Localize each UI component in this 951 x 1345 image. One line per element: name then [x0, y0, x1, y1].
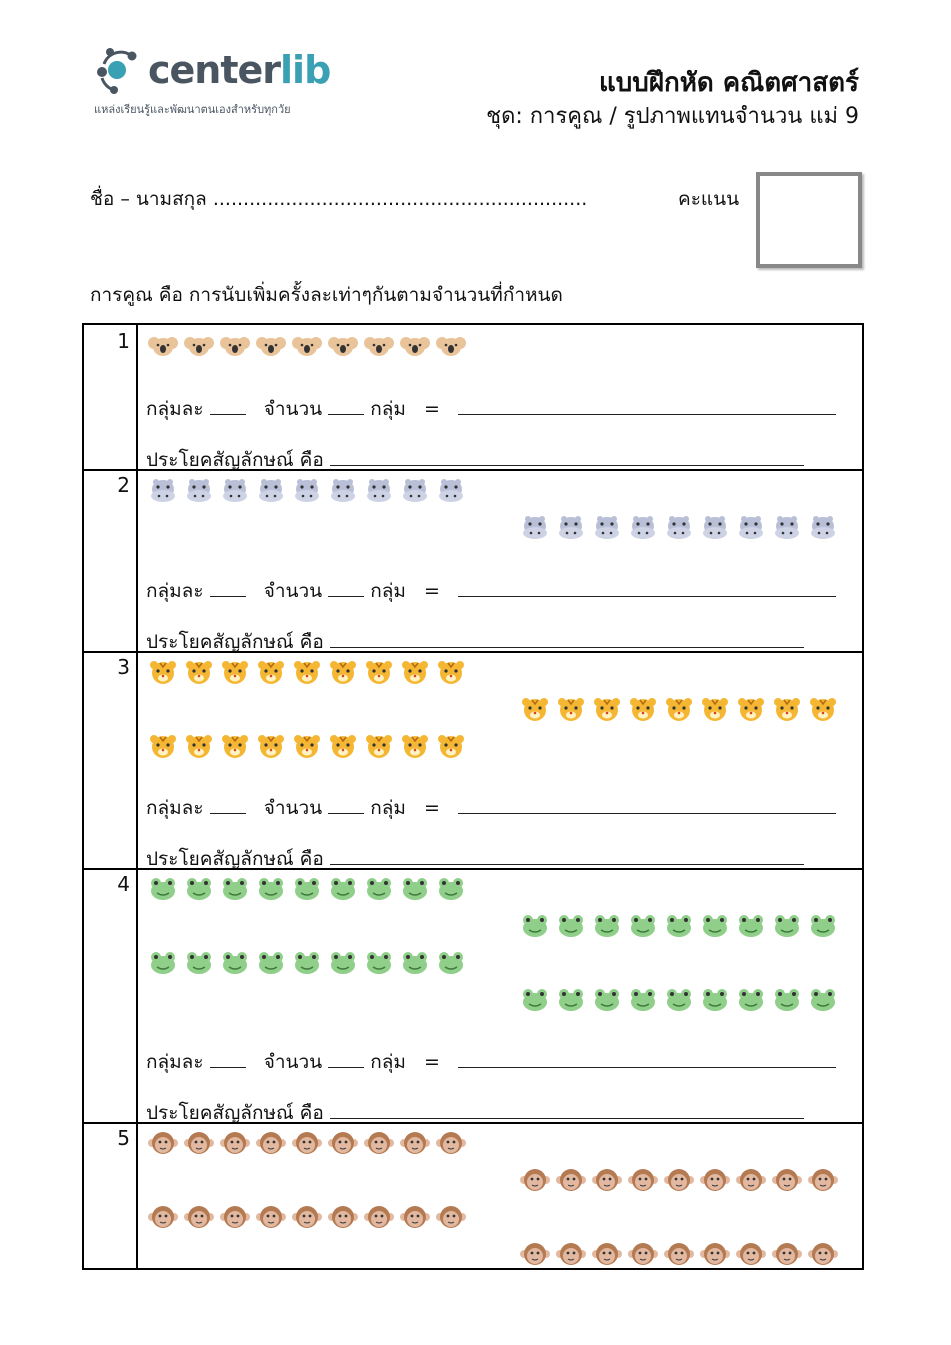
problem-row	[84, 868, 862, 1122]
row-divider	[84, 868, 862, 870]
frog-icon	[400, 876, 436, 902]
per-group-label: กลุ่มละ	[146, 580, 204, 602]
number-sentence-label: ประโยคสัญลักษณ์ คือ	[146, 631, 324, 653]
tiger-icon	[148, 659, 184, 685]
group-equation-line	[146, 576, 836, 606]
hippo-icon	[364, 477, 400, 503]
row-divider	[84, 469, 862, 471]
monkey-icon	[148, 1130, 184, 1156]
koala-icon	[400, 333, 436, 359]
animal-group	[520, 1167, 844, 1193]
tiger-icon	[736, 696, 772, 722]
group-count-blank[interactable]	[328, 1049, 364, 1068]
equals-sign: =	[424, 1051, 440, 1073]
hippo-icon	[184, 477, 220, 503]
frog-icon	[736, 913, 772, 939]
monkey-icon	[808, 1241, 844, 1267]
hippo-icon	[556, 514, 592, 540]
monkey-icon	[664, 1241, 700, 1267]
monkey-icon	[520, 1167, 556, 1193]
koala-icon	[220, 333, 256, 359]
group-equation-line	[146, 793, 836, 823]
frog-icon	[220, 950, 256, 976]
monkey-icon	[700, 1167, 736, 1193]
row-divider	[84, 651, 862, 653]
tiger-icon	[592, 696, 628, 722]
frog-icon	[592, 913, 628, 939]
animal-group	[148, 876, 472, 902]
frog-icon	[808, 913, 844, 939]
tiger-icon	[520, 696, 556, 722]
answer-blank[interactable]	[458, 1049, 836, 1068]
score-label: คะแนน	[678, 188, 740, 210]
hippo-icon	[736, 514, 772, 540]
problem-number: 4	[117, 872, 130, 896]
frog-icon	[700, 913, 736, 939]
groups-label: กลุ่ม	[370, 398, 406, 420]
monkey-icon	[736, 1241, 772, 1267]
per-group-label: กลุ่มละ	[146, 797, 204, 819]
tiger-icon	[184, 733, 220, 759]
tiger-icon	[256, 659, 292, 685]
monkey-icon	[328, 1130, 364, 1156]
monkey-icon	[736, 1167, 772, 1193]
monkey-icon	[772, 1241, 808, 1267]
problem-number: 5	[117, 1126, 130, 1150]
logo-wordmark	[148, 48, 330, 92]
tiger-icon	[628, 696, 664, 722]
frog-icon	[364, 876, 400, 902]
frog-icon	[436, 876, 472, 902]
frog-icon	[520, 913, 556, 939]
frog-icon	[700, 987, 736, 1013]
tiger-icon	[220, 659, 256, 685]
koala-icon	[436, 333, 472, 359]
monkey-icon	[772, 1167, 808, 1193]
answer-blank[interactable]	[458, 396, 836, 415]
tiger-icon	[292, 659, 328, 685]
monkey-icon	[400, 1130, 436, 1156]
tiger-icon	[700, 696, 736, 722]
intro-text: การคูณ คือ การนับเพิ่มครั้งละเท่าๆกันตามจำนวนที่กำหนด	[90, 284, 563, 306]
per-group-label: กลุ่มละ	[146, 1051, 204, 1073]
frog-icon	[148, 876, 184, 902]
frog-icon	[220, 876, 256, 902]
group-count-blank[interactable]	[328, 578, 364, 597]
number-sentence-blank[interactable]	[330, 846, 804, 865]
koala-icon	[364, 333, 400, 359]
frog-icon	[256, 876, 292, 902]
logo-tagline: แหล่งเรียนรู้และพัฒนาตนเองสำหรับทุกวัย	[94, 103, 291, 116]
frog-icon	[148, 950, 184, 976]
tiger-icon	[664, 696, 700, 722]
frog-icon	[184, 950, 220, 976]
monkey-icon	[328, 1204, 364, 1230]
monkey-icon	[256, 1204, 292, 1230]
koala-icon	[184, 333, 220, 359]
tiger-icon	[400, 659, 436, 685]
number-sentence-label: ประโยคสัญลักษณ์ คือ	[146, 449, 324, 471]
tiger-icon	[328, 659, 364, 685]
monkey-icon	[628, 1241, 664, 1267]
problem-row	[84, 1122, 862, 1268]
hippo-icon	[292, 477, 328, 503]
monkey-icon	[184, 1130, 220, 1156]
logo-molecule-icon	[92, 42, 152, 102]
animal-group	[148, 659, 472, 685]
tiger-icon	[184, 659, 220, 685]
tiger-icon	[364, 733, 400, 759]
frog-icon	[628, 913, 664, 939]
groups-label: กลุ่ม	[370, 1051, 406, 1073]
animal-group	[148, 333, 472, 359]
frog-icon	[292, 876, 328, 902]
hippo-icon	[808, 514, 844, 540]
per-group-blank[interactable]	[210, 1049, 246, 1068]
worksheet-table	[82, 323, 864, 1270]
monkey-icon	[628, 1167, 664, 1193]
problem-number: 1	[117, 329, 130, 353]
monkey-icon	[436, 1204, 472, 1230]
animal-group	[520, 987, 844, 1013]
animal-group	[520, 1241, 844, 1267]
groups-label: กลุ่ม	[370, 797, 406, 819]
per-group-blank[interactable]	[210, 578, 246, 597]
hippo-icon	[148, 477, 184, 503]
frog-icon	[328, 950, 364, 976]
animal-group	[520, 913, 844, 939]
score-box[interactable]	[756, 172, 862, 268]
monkey-icon	[592, 1167, 628, 1193]
per-group-blank[interactable]	[210, 396, 246, 415]
number-sentence-blank[interactable]	[330, 1100, 804, 1119]
frog-icon	[556, 913, 592, 939]
hippo-icon	[664, 514, 700, 540]
group-count-blank[interactable]	[328, 396, 364, 415]
frog-icon	[328, 876, 364, 902]
monkey-icon	[520, 1241, 556, 1267]
monkey-icon	[148, 1204, 184, 1230]
tiger-icon	[220, 733, 256, 759]
tiger-icon	[436, 733, 472, 759]
number-sentence-label: ประโยคสัญลักษณ์ คือ	[146, 1102, 324, 1124]
frog-icon	[808, 987, 844, 1013]
monkey-icon	[184, 1204, 220, 1230]
tiger-icon	[808, 696, 844, 722]
monkey-icon	[364, 1130, 400, 1156]
problem-row	[84, 651, 862, 868]
row-divider	[84, 1122, 862, 1124]
answer-blank[interactable]	[458, 578, 836, 597]
tiger-icon	[328, 733, 364, 759]
student-name-field[interactable]: ชื่อ – นามสกุล ..............................................................	[90, 188, 588, 210]
tiger-icon	[772, 696, 808, 722]
group-equation-line	[146, 394, 836, 424]
problem-number: 3	[117, 655, 130, 679]
frog-icon	[556, 987, 592, 1013]
koala-icon	[292, 333, 328, 359]
frog-icon	[400, 950, 436, 976]
number-sentence-blank[interactable]	[330, 447, 804, 466]
frog-icon	[628, 987, 664, 1013]
tiger-icon	[436, 659, 472, 685]
monkey-icon	[436, 1130, 472, 1156]
animal-group	[148, 1130, 472, 1156]
equals-sign: =	[424, 580, 440, 602]
animal-group	[520, 696, 844, 722]
frog-icon	[664, 913, 700, 939]
koala-icon	[328, 333, 364, 359]
frog-icon	[364, 950, 400, 976]
monkey-icon	[256, 1130, 292, 1156]
equals-sign: =	[424, 398, 440, 420]
frog-icon	[436, 950, 472, 976]
monkey-icon	[400, 1204, 436, 1230]
frog-icon	[184, 876, 220, 902]
per-group-label: กลุ่มละ	[146, 398, 204, 420]
number-sentence-blank[interactable]	[330, 629, 804, 648]
monkey-icon	[592, 1241, 628, 1267]
tiger-icon	[148, 733, 184, 759]
animal-group	[148, 733, 472, 759]
monkey-icon	[220, 1130, 256, 1156]
hippo-icon	[220, 477, 256, 503]
monkey-icon	[292, 1130, 328, 1156]
hippo-icon	[256, 477, 292, 503]
logo-name-part2: lib	[280, 48, 331, 92]
answer-blank[interactable]	[458, 795, 836, 814]
monkey-icon	[292, 1204, 328, 1230]
tiger-icon	[364, 659, 400, 685]
problem-row	[84, 469, 862, 651]
monkey-icon	[220, 1204, 256, 1230]
frog-icon	[736, 987, 772, 1013]
animal-group	[148, 950, 472, 976]
amount-label: จำนวน	[263, 580, 323, 602]
frog-icon	[292, 950, 328, 976]
monkey-icon	[556, 1241, 592, 1267]
frog-icon	[772, 913, 808, 939]
frog-icon	[256, 950, 292, 976]
hippo-icon	[700, 514, 736, 540]
equals-sign: =	[424, 797, 440, 819]
hippo-icon	[400, 477, 436, 503]
amount-label: จำนวน	[263, 1051, 323, 1073]
koala-icon	[148, 333, 184, 359]
frog-icon	[592, 987, 628, 1013]
group-count-blank[interactable]	[328, 795, 364, 814]
monkey-icon	[664, 1167, 700, 1193]
animal-group	[520, 514, 844, 540]
tiger-icon	[256, 733, 292, 759]
problem-number: 2	[117, 473, 130, 497]
amount-label: จำนวน	[263, 398, 323, 420]
worksheet-title: แบบฝึกหัด คณิตศาสตร์	[598, 68, 859, 98]
frog-icon	[664, 987, 700, 1013]
animal-group	[148, 477, 472, 503]
groups-label: กลุ่ม	[370, 580, 406, 602]
koala-icon	[256, 333, 292, 359]
hippo-icon	[520, 514, 556, 540]
worksheet-subtitle: ชุด: การคูณ / รูปภาพแทนจำนวน แม่ 9	[486, 104, 859, 129]
frog-icon	[772, 987, 808, 1013]
centerlib-logo	[92, 42, 352, 122]
monkey-icon	[556, 1167, 592, 1193]
tiger-icon	[400, 733, 436, 759]
monkey-icon	[700, 1241, 736, 1267]
hippo-icon	[436, 477, 472, 503]
amount-label: จำนวน	[263, 797, 323, 819]
monkey-icon	[364, 1204, 400, 1230]
problem-row	[84, 325, 862, 469]
hippo-icon	[328, 477, 364, 503]
hippo-icon	[592, 514, 628, 540]
group-equation-line	[146, 1047, 836, 1077]
tiger-icon	[556, 696, 592, 722]
tiger-icon	[292, 733, 328, 759]
logo-name-part1: center	[148, 48, 281, 92]
hippo-icon	[772, 514, 808, 540]
monkey-icon	[808, 1167, 844, 1193]
per-group-blank[interactable]	[210, 795, 246, 814]
number-sentence-label: ประโยคสัญลักษณ์ คือ	[146, 848, 324, 870]
frog-icon	[520, 987, 556, 1013]
animal-group	[148, 1204, 472, 1230]
hippo-icon	[628, 514, 664, 540]
